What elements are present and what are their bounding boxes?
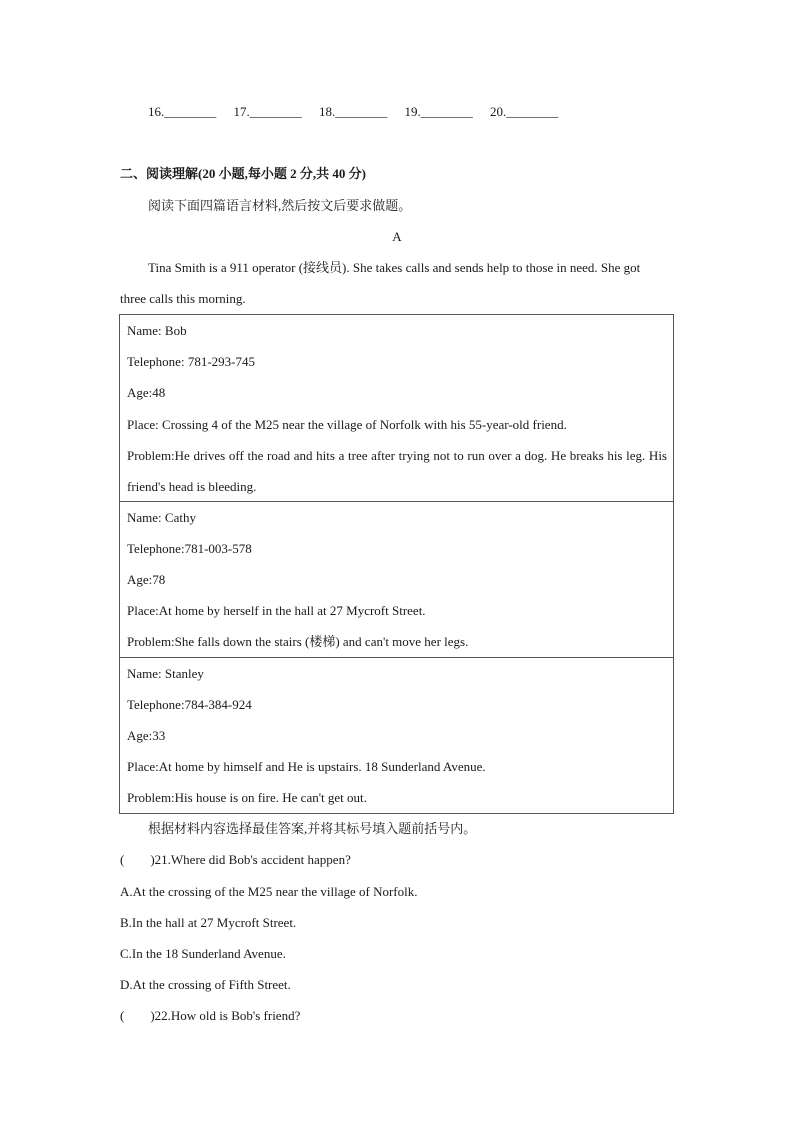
call-record-cathy <box>120 502 673 658</box>
question-21-option-a: A.At the crossing of the M25 near the village of Norfolk. <box>120 884 418 899</box>
question-21-option-b: B.In the hall at 27 Mycroft Street. <box>120 915 297 930</box>
call-telephone: Telephone: 781-293-745 <box>127 354 255 369</box>
question-21-option-d: D.At the crossing of Fifth Street. <box>120 977 291 992</box>
calls-table <box>119 314 674 814</box>
passage-intro-line-1: Tina Smith is a 911 operator (接线员). She takes calls and sends help to those in need. She got <box>148 260 641 275</box>
call-name: Name: Stanley <box>127 666 204 681</box>
answer-blank-17[interactable]: 17.________ <box>233 104 302 119</box>
section-title: 二、阅读理解(20 小题,每小题 2 分,共 40 分) <box>120 166 366 181</box>
answer-blank-18[interactable]: 18.________ <box>319 104 388 119</box>
call-place: Place:At home by herself in the hall at 27 Mycroft Street. <box>127 603 426 618</box>
answer-blank-20[interactable]: 20.________ <box>490 104 559 119</box>
answer-blank-16[interactable]: 16.________ <box>148 104 217 119</box>
question-21: ( )21.Where did Bob's accident happen? <box>120 852 351 867</box>
answer-blank-19[interactable]: 19.________ <box>404 104 473 119</box>
passage-label: A <box>392 229 402 244</box>
call-place: Place:At home by himself and He is upstairs. 18 Sunderland Avenue. <box>127 759 486 774</box>
section-instruction: 阅读下面四篇语言材料,然后按文后要求做题。 <box>148 198 412 213</box>
call-problem: Problem:She falls down the stairs (楼梯) and can't move her legs. <box>127 634 469 649</box>
call-age: Age:78 <box>127 572 166 587</box>
call-record-stanley <box>120 658 673 813</box>
question-21-option-c: C.In the 18 Sunderland Avenue. <box>120 946 286 961</box>
call-age: Age:48 <box>127 385 166 400</box>
call-name: Name: Bob <box>127 323 187 338</box>
call-problem: Problem:His house is on fire. He can't get out. <box>127 790 367 805</box>
call-problem: Problem:He drives off the road and hits a tree after trying not to run over a dog. He breaks his leg. His friend's head is bleeding. <box>127 448 667 494</box>
passage-intro-line-2: three calls this morning. <box>120 291 246 306</box>
answer-blanks-row <box>148 104 572 120</box>
call-telephone: Telephone:781-003-578 <box>127 541 252 556</box>
call-record-bob <box>120 315 673 502</box>
question-22: ( )22.How old is Bob's friend? <box>120 1008 301 1023</box>
call-name: Name: Cathy <box>127 510 196 525</box>
call-telephone: Telephone:784-384-924 <box>127 697 252 712</box>
call-place: Place: Crossing 4 of the M25 near the village of Norfolk with his 55-year-old friend. <box>127 417 567 432</box>
question-instruction: 根据材料内容选择最佳答案,并将其标号填入题前括号内。 <box>148 821 477 836</box>
call-age: Age:33 <box>127 728 166 743</box>
